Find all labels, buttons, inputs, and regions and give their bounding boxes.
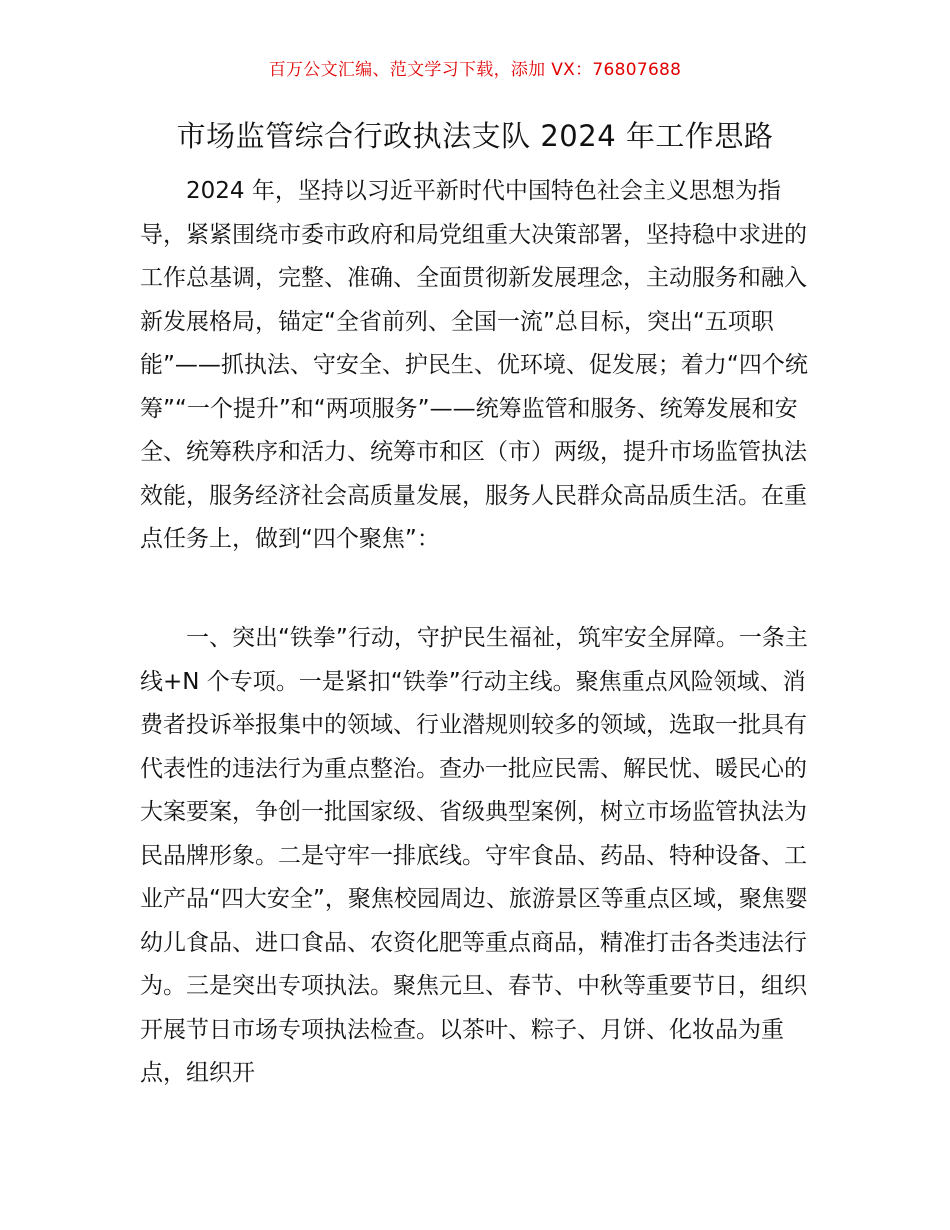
paragraph-block <box>140 170 812 562</box>
intro-paragraph: 2024 年，坚持以习近平新时代中国特色社会主义思想为指导，紧紧围绕市委市政府和局党组重大决策部署，坚持稳中求进的工作总基调，完整、准确、全面贯彻新发展理念，主动服务和融入新发展格局，锚定“全省前列、全国一流”总目标，突出“五项职能”——抓执法、守安全、护民生、优环境、促发展；着力“四个统筹”“一个提升”和“两项服务”——统筹监管和服务、统筹发展和安全、统筹秩序和活力、统筹市和区（市）两级，提升市场监管执法效能，服务经济社会高质量发展，服务人民群众高品质生活。在重点任务上，做到“四个聚焦”： <box>140 178 808 552</box>
paragraph-block <box>140 617 812 1096</box>
section-one-paragraph: 一、突出“铁拳”行动，守护民生福祉，筑牢安全屏障。一条主线+N 个专项。一是紧扣“铁拳”行动主线。聚焦重点风险领域、消费者投诉举报集中的领域、行业潜规则较多的领域，选取一批具有代表性的违法行为重点整治。查办一批应民需、解民忧、暖民心的大案要案，争创一批国家级、省级典型案例，树立市场监管执法为民品牌形象。二是守牢一排底线。守牢食品、药品、特种设备、工业产品“四大安全”，聚焦校园周边、旅游景区等重点区域，聚焦婴幼儿食品、进口食品、农资化肥等重点商品，精准打击各类违法行为。三是突出专项执法。聚焦元旦、春节、中秋等重要节日，组织开展节日市场专项执法检查。以茶叶、粽子、月饼、化妆品为重点，组织开 <box>140 625 808 1086</box>
document-title: 市场监管综合行政执法支队 2024 年工作思路 <box>176 119 774 153</box>
watermark-text: 百万公文汇编、范文学习下载，添加 VX：76807688 <box>268 60 682 80</box>
